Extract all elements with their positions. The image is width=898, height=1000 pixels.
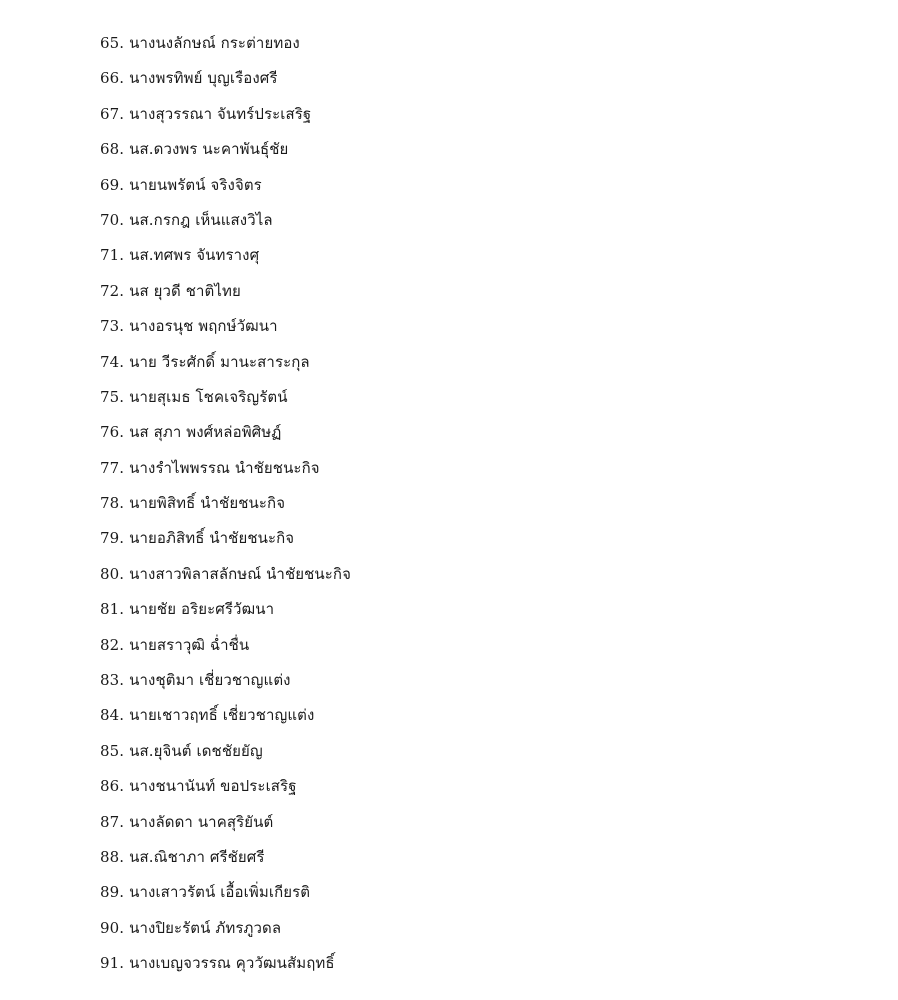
- item-number: 91.: [100, 954, 125, 973]
- list-item: [100, 875, 351, 910]
- item-name: นางปิยะรัตน์ ภัทรภูวดล: [129, 918, 282, 937]
- item-number: 81.: [100, 600, 125, 619]
- item-name: นางนงลักษณ์ กระต่ายทอง: [129, 34, 300, 52]
- item-name: นส.ณิชาภา ศรีชัยศรี: [129, 847, 265, 866]
- item-name: นางชุติมา เชี่ยวชาญแต่ง: [129, 671, 291, 690]
- item-number: 66.: [100, 69, 125, 88]
- item-number: 70.: [100, 210, 125, 229]
- list-item: [100, 26, 351, 61]
- item-name: นส สุภา พงศ์หล่อพิศิษฏ์: [129, 423, 282, 442]
- item-number: 79.: [100, 529, 125, 548]
- item-name: นางสุวรรณา จันทร์ประเสริฐ: [129, 104, 312, 123]
- list-item: [100, 946, 351, 981]
- item-number: 71.: [100, 246, 125, 265]
- item-number: 73.: [100, 317, 125, 336]
- list-item: [100, 451, 351, 486]
- list-item: [100, 734, 351, 769]
- item-number: 88.: [100, 847, 125, 866]
- item-name: นางพรทิพย์ บุญเรืองศรี: [129, 69, 278, 88]
- item-number: 82.: [100, 635, 125, 654]
- list-item: [100, 769, 351, 804]
- list-item: [100, 274, 351, 309]
- item-number: 65.: [100, 34, 125, 52]
- list-item: [100, 168, 351, 203]
- item-number: 89.: [100, 883, 125, 902]
- item-number: 76.: [100, 423, 125, 442]
- item-name: นาย วีระศักดิ์ มานะสาระกุล: [129, 352, 310, 371]
- item-name: นส.ยุจินต์ เดชชัยยัญ: [129, 741, 263, 760]
- list-item: [100, 132, 351, 167]
- item-number: 84.: [100, 706, 125, 725]
- item-number: 74.: [100, 352, 125, 371]
- item-number: 80.: [100, 564, 125, 583]
- item-number: 86.: [100, 777, 125, 796]
- list-item: [100, 380, 351, 415]
- list-item: [100, 592, 351, 627]
- item-name: นางอรนุช พฤกษ์วัฒนา: [129, 317, 278, 336]
- name-list: [100, 26, 351, 982]
- item-name: นางชนานันท์ ขอประเสริฐ: [129, 777, 297, 796]
- list-item: [100, 805, 351, 840]
- list-item: [100, 698, 351, 733]
- item-name: นายอภิสิทธิ์ นำชัยชนะกิจ: [129, 529, 295, 548]
- list-item: [100, 345, 351, 380]
- item-number: 67.: [100, 104, 125, 123]
- list-item: [100, 911, 351, 946]
- list-item: [100, 521, 351, 556]
- list-item: [100, 61, 351, 96]
- item-number: 85.: [100, 741, 125, 760]
- item-name: นส ยุวดี ชาติไทย: [129, 281, 241, 300]
- item-number: 72.: [100, 281, 125, 300]
- item-name: นางสาวพิลาสลักษณ์ นำชัยชนะกิจ: [129, 564, 351, 583]
- item-name: นส.ดวงพร นะคาพันธุ์ชัย: [129, 140, 289, 159]
- list-item: [100, 309, 351, 344]
- item-name: นายชัย อริยะศรีวัฒนา: [129, 600, 275, 619]
- item-name: นายพิสิทธิ์ นำชัยชนะกิจ: [129, 494, 286, 513]
- item-number: 87.: [100, 812, 125, 831]
- item-name: นางรำไพพรรณ นำชัยชนะกิจ: [129, 458, 320, 477]
- item-name: นายนพรัตน์ จริงจิตร: [129, 175, 262, 194]
- item-number: 83.: [100, 671, 125, 690]
- list-item: [100, 486, 351, 521]
- item-number: 77.: [100, 458, 125, 477]
- item-name: นายสุเมธ โชคเจริญรัตน์: [129, 387, 288, 406]
- list-item: [100, 557, 351, 592]
- list-item: [100, 97, 351, 132]
- item-name: นางเสาวรัตน์ เอื้อเพิ่มเกียรติ: [129, 883, 311, 902]
- item-name: นส.กรกฎ เห็นแสงวิไล: [129, 210, 273, 229]
- item-name: นายสราวุฒิ ฉ่ำชื่น: [129, 635, 250, 654]
- item-number: 75.: [100, 387, 125, 406]
- item-number: 69.: [100, 175, 125, 194]
- list-item: [100, 415, 351, 450]
- list-item: [100, 840, 351, 875]
- item-number: 78.: [100, 494, 125, 513]
- item-name: นางลัดดา นาคสุริยันต์: [129, 812, 274, 831]
- list-item: [100, 203, 351, 238]
- item-number: 90.: [100, 918, 125, 937]
- item-number: 68.: [100, 140, 125, 159]
- item-name: นายเชาวฤทธิ์ เชี่ยวชาญแต่ง: [129, 706, 315, 725]
- list-item: [100, 663, 351, 698]
- item-name: นางเบญจวรรณ คุววัฒนสัมฤทธิ์: [129, 954, 335, 973]
- list-item: [100, 238, 351, 273]
- item-name: นส.ทศพร จันทรางศุ: [129, 246, 260, 265]
- list-item: [100, 628, 351, 663]
